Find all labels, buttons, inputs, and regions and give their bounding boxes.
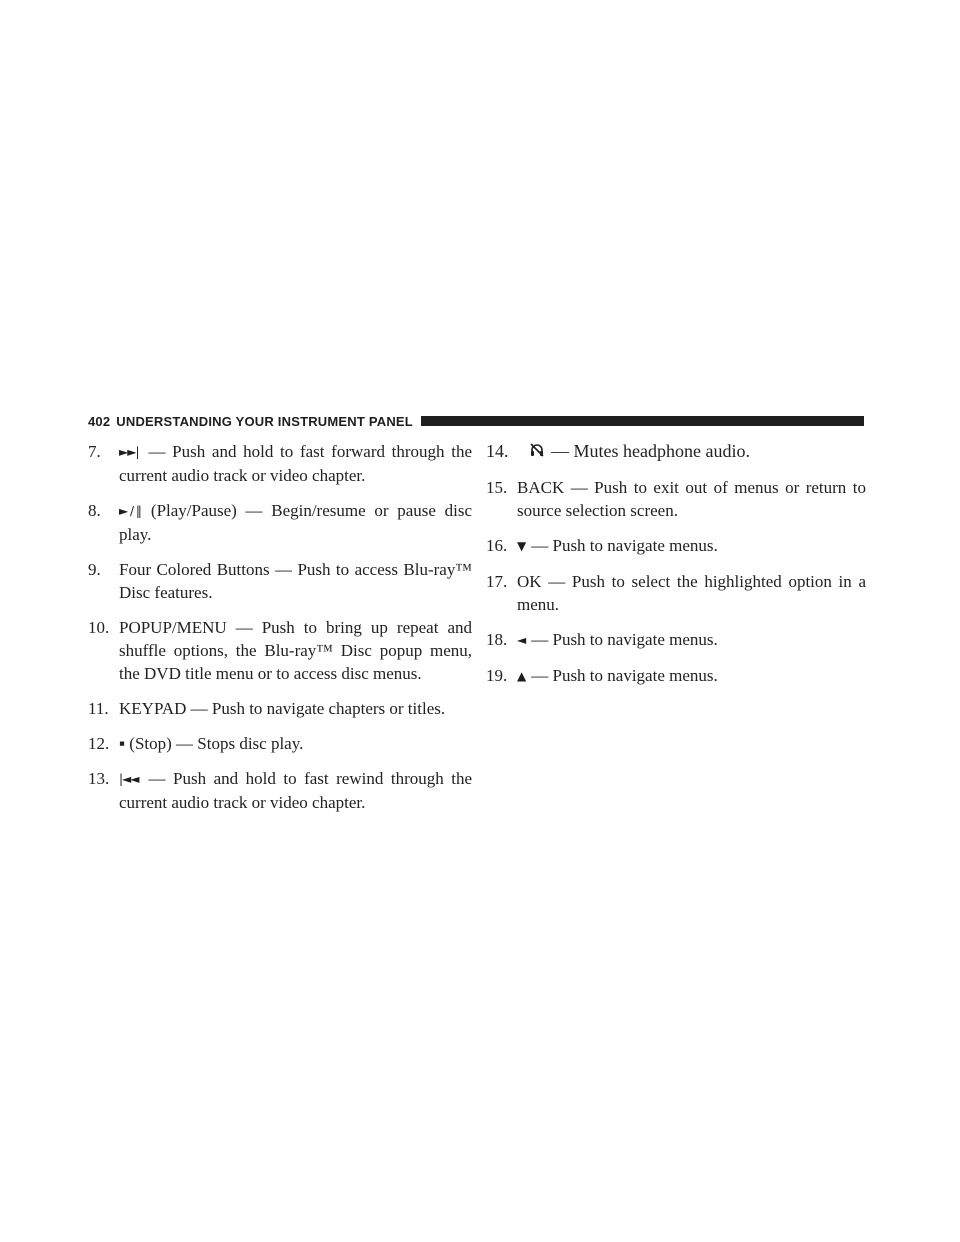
list-item-13 <box>88 767 472 814</box>
item-number: 17. <box>486 572 508 591</box>
list-item-16 <box>486 534 866 558</box>
mute-headphone-icon <box>529 441 545 464</box>
item-text: — Push and hold to fast rewind through the current audio track or video chapter. <box>119 769 472 812</box>
list-item-7 <box>88 440 472 487</box>
item-text: — Push to navigate menus. <box>531 536 718 555</box>
item-text: Four Colored Buttons — Push to access Blu-ray™ Disc features. <box>119 560 472 602</box>
list-item-14 <box>486 440 866 464</box>
item-text: OK — Push to select the highlighted option in a menu. <box>517 572 866 614</box>
item-number: 10. <box>88 618 110 637</box>
list-item-19 <box>486 664 866 688</box>
item-text: — Push to navigate menus. <box>531 666 718 685</box>
item-number: 15. <box>486 478 508 497</box>
item-number: 14. <box>486 441 509 461</box>
item-text: — Mutes headphone audio. <box>551 441 750 461</box>
list-item-18 <box>486 628 866 652</box>
list-item-12 <box>88 732 472 755</box>
page-number: 402 <box>88 413 111 429</box>
item-text: POPUP/MENU — Push to bring up repeat and shuffle options, the Blu-ray™ Disc popup menu, the DVD title menu or to access disc menus. <box>119 618 472 683</box>
list-item-15 <box>486 476 866 522</box>
page-header <box>88 412 864 430</box>
list-item-8 <box>88 499 472 546</box>
down-arrow-icon: ▼ <box>517 539 526 553</box>
item-number: 7. <box>88 442 101 461</box>
left-arrow-icon: ◄ <box>517 633 526 647</box>
item-text: — Push and hold to fast forward through the current audio track or video chapter. <box>119 442 472 485</box>
fast-forward-icon: ►►| <box>119 445 139 459</box>
play-pause-icon: ► / ‖ <box>119 504 141 518</box>
item-number: 13. <box>88 769 110 788</box>
item-number: 8. <box>88 501 101 520</box>
item-number: 9. <box>88 560 101 579</box>
left-column <box>88 440 472 826</box>
item-text: ▪ (Stop) — Stops disc play. <box>119 734 304 753</box>
item-number: 16. <box>486 536 508 555</box>
item-text: KEYPAD — Push to navigate chapters or titles. <box>119 699 446 718</box>
list-item-11 <box>88 697 472 720</box>
list-item-9 <box>88 558 472 604</box>
item-number: 11. <box>88 699 109 718</box>
section-title: UNDERSTANDING YOUR INSTRUMENT PANEL <box>116 413 413 429</box>
item-text: BACK — Push to exit out of menus or return to source selection screen. <box>517 478 866 520</box>
item-text: (Play/Pause) — Begin/resume or pause disc play. <box>119 501 472 544</box>
up-arrow-icon: ▲ <box>517 669 526 683</box>
item-number: 18. <box>486 630 508 649</box>
list-item-10 <box>88 616 472 685</box>
item-number: 19. <box>486 666 508 685</box>
item-text: — Push to navigate menus. <box>531 630 718 649</box>
right-column <box>486 440 866 700</box>
list-item-17 <box>486 570 866 616</box>
item-number: 12. <box>88 734 110 753</box>
rewind-icon: |◄◄ <box>119 772 139 786</box>
header-rule <box>421 416 864 426</box>
